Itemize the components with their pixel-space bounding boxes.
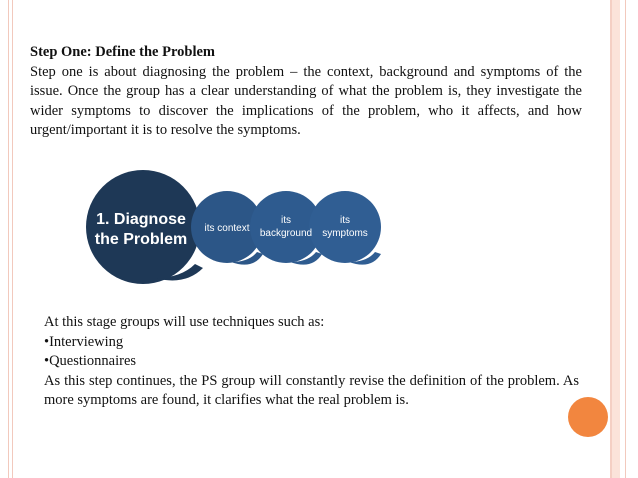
accent-dot	[568, 397, 608, 437]
bubble-symptoms-label-line2: symptoms	[322, 228, 368, 239]
bubble-context-label: its context	[204, 223, 250, 234]
right-border-band	[611, 0, 620, 478]
bubble-background-label-line2: background	[259, 228, 313, 239]
techniques-intro: At this stage groups will use techniques such as:	[44, 314, 325, 330]
section-title: Step One: Define the Problem	[30, 44, 215, 60]
technique-item: •Interviewing	[44, 333, 124, 350]
right-border-line	[625, 0, 626, 478]
bubble-background-label-line1: its	[281, 215, 291, 226]
section-body: Step one is about diagnosing the problem – the context, background and symptoms of the issue. Once the group has a clear understanding of what the problem is, they investigate the wider symptoms to discover the implications of the problem, who it affects, and how urgent/important it is to resolve the symptoms.	[30, 63, 582, 138]
bubble-symptoms-label-line1: its	[340, 215, 350, 226]
main-label-line2: the Problem	[94, 231, 188, 248]
bubble-symptoms	[309, 191, 381, 263]
right-border-line	[610, 0, 612, 478]
left-border-line	[12, 0, 13, 478]
left-border-line	[8, 0, 9, 478]
techniques-section	[44, 313, 579, 411]
main-label-line1: 1. Diagnose	[96, 211, 186, 228]
technique-item: •Questionnaires	[44, 353, 137, 369]
intro-section	[30, 43, 582, 141]
diagnose-diagram	[85, 170, 390, 290]
techniques-closing: As this step continues, the PS group will constantly revise the definition of the problem. As more symptoms are found, it clarifies what the real problem is.	[44, 372, 579, 408]
